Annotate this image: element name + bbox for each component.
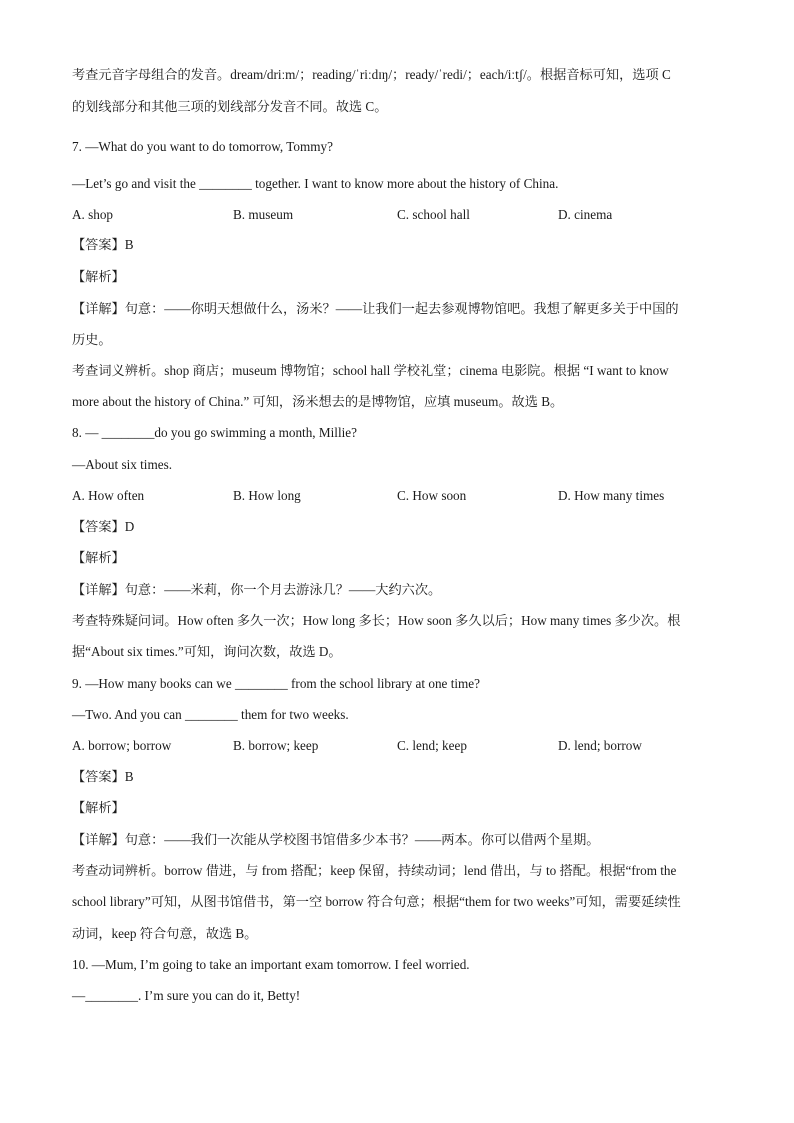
option-b: B. How long — [233, 488, 301, 503]
question-9-stem: 9. —How many books can we ________ from the school library at one time? — [72, 676, 480, 691]
text-line: 动词，keep 符合句意，故选 B。 — [72, 926, 258, 941]
option-d: D. How many times — [558, 488, 665, 503]
text-line: school library”可知，从图书馆借书，第一空 borrow 符合句意；根据“them for two weeks”可知，需要延续性 — [72, 894, 681, 909]
text-line: 考查词义辨析。shop 商店；museum 博物馆；school hall 学校礼堂；cinema 电影院。根据 “I want to know — [72, 363, 669, 378]
text-line: 【详解】句意：——我们一次能从学校图书馆借多少本书？——两本。你可以借两个星期。 — [72, 832, 600, 847]
text-line: 【详解】句意：——你明天想做什么，汤米？——让我们一起去参观博物馆吧。我想了解更多关于中国的 — [72, 301, 679, 316]
option-d: D. cinema — [558, 207, 613, 222]
question-10-reply: —________. I’m sure you can do it, Betty! — [72, 988, 301, 1003]
option-c: C. How soon — [397, 488, 467, 503]
text-line: 【详解】句意：——米莉，你一个月去游泳几？——大约六次。 — [72, 582, 442, 597]
text-line: 据“About six times.”可知，询问次数，故选 D。 — [72, 644, 342, 659]
option-d: D. lend; borrow — [558, 738, 642, 753]
option-a: A. borrow; borrow — [72, 738, 172, 753]
question-8-reply: —About six times. — [72, 457, 173, 472]
text-line: 历史。 — [72, 332, 112, 347]
option-c: C. lend; keep — [397, 738, 467, 753]
option-a: A. shop — [72, 207, 114, 222]
analysis-label: 【解析】 — [72, 800, 125, 815]
option-b: B. borrow; keep — [233, 738, 319, 753]
option-c: C. school hall — [397, 207, 470, 222]
text-line: 考查特殊疑问词。How often 多久一次；How long 多长；How soon 多久以后；How many times 多少次。根 — [72, 613, 681, 628]
question-10-stem: 10. —Mum, I’m going to take an important exam tomorrow. I feel worried. — [72, 957, 470, 972]
answer-label: 【答案】B — [72, 237, 134, 252]
question-8-stem: 8. — ________do you go swimming a month, Millie? — [72, 425, 357, 440]
analysis-label: 【解析】 — [72, 550, 125, 565]
analysis-label: 【解析】 — [72, 269, 125, 284]
question-7-stem: 7. —What do you want to do tomorrow, Tommy? — [72, 139, 333, 154]
text-line: more about the history of China.” 可知，汤米想去的是博物馆，应填 museum。故选 B。 — [72, 394, 564, 409]
answer-label: 【答案】B — [72, 769, 134, 784]
question-9-reply: —Two. And you can ________ them for two weeks. — [72, 707, 349, 722]
option-b: B. museum — [233, 207, 294, 222]
answer-label: 【答案】D — [72, 519, 135, 534]
text-line: 考查动词辨析。borrow 借进，与 from 搭配；keep 保留，持续动词；lend 借出，与 to 搭配。根据“from the — [72, 863, 677, 878]
text-line: 考查元音字母组合的发音。dream/driːm/；reading/ˈriːdɪŋ/；ready/ˈredi/；each/iːtʃ/。根据音标可知，选项 C — [72, 67, 671, 82]
question-7-reply: —Let’s go and visit the ________ together. I want to know more about the history of China. — [72, 176, 559, 191]
option-a: A. How often — [72, 488, 145, 503]
text-line: 的划线部分和其他三项的划线部分发音不同。故选 C。 — [72, 99, 388, 114]
